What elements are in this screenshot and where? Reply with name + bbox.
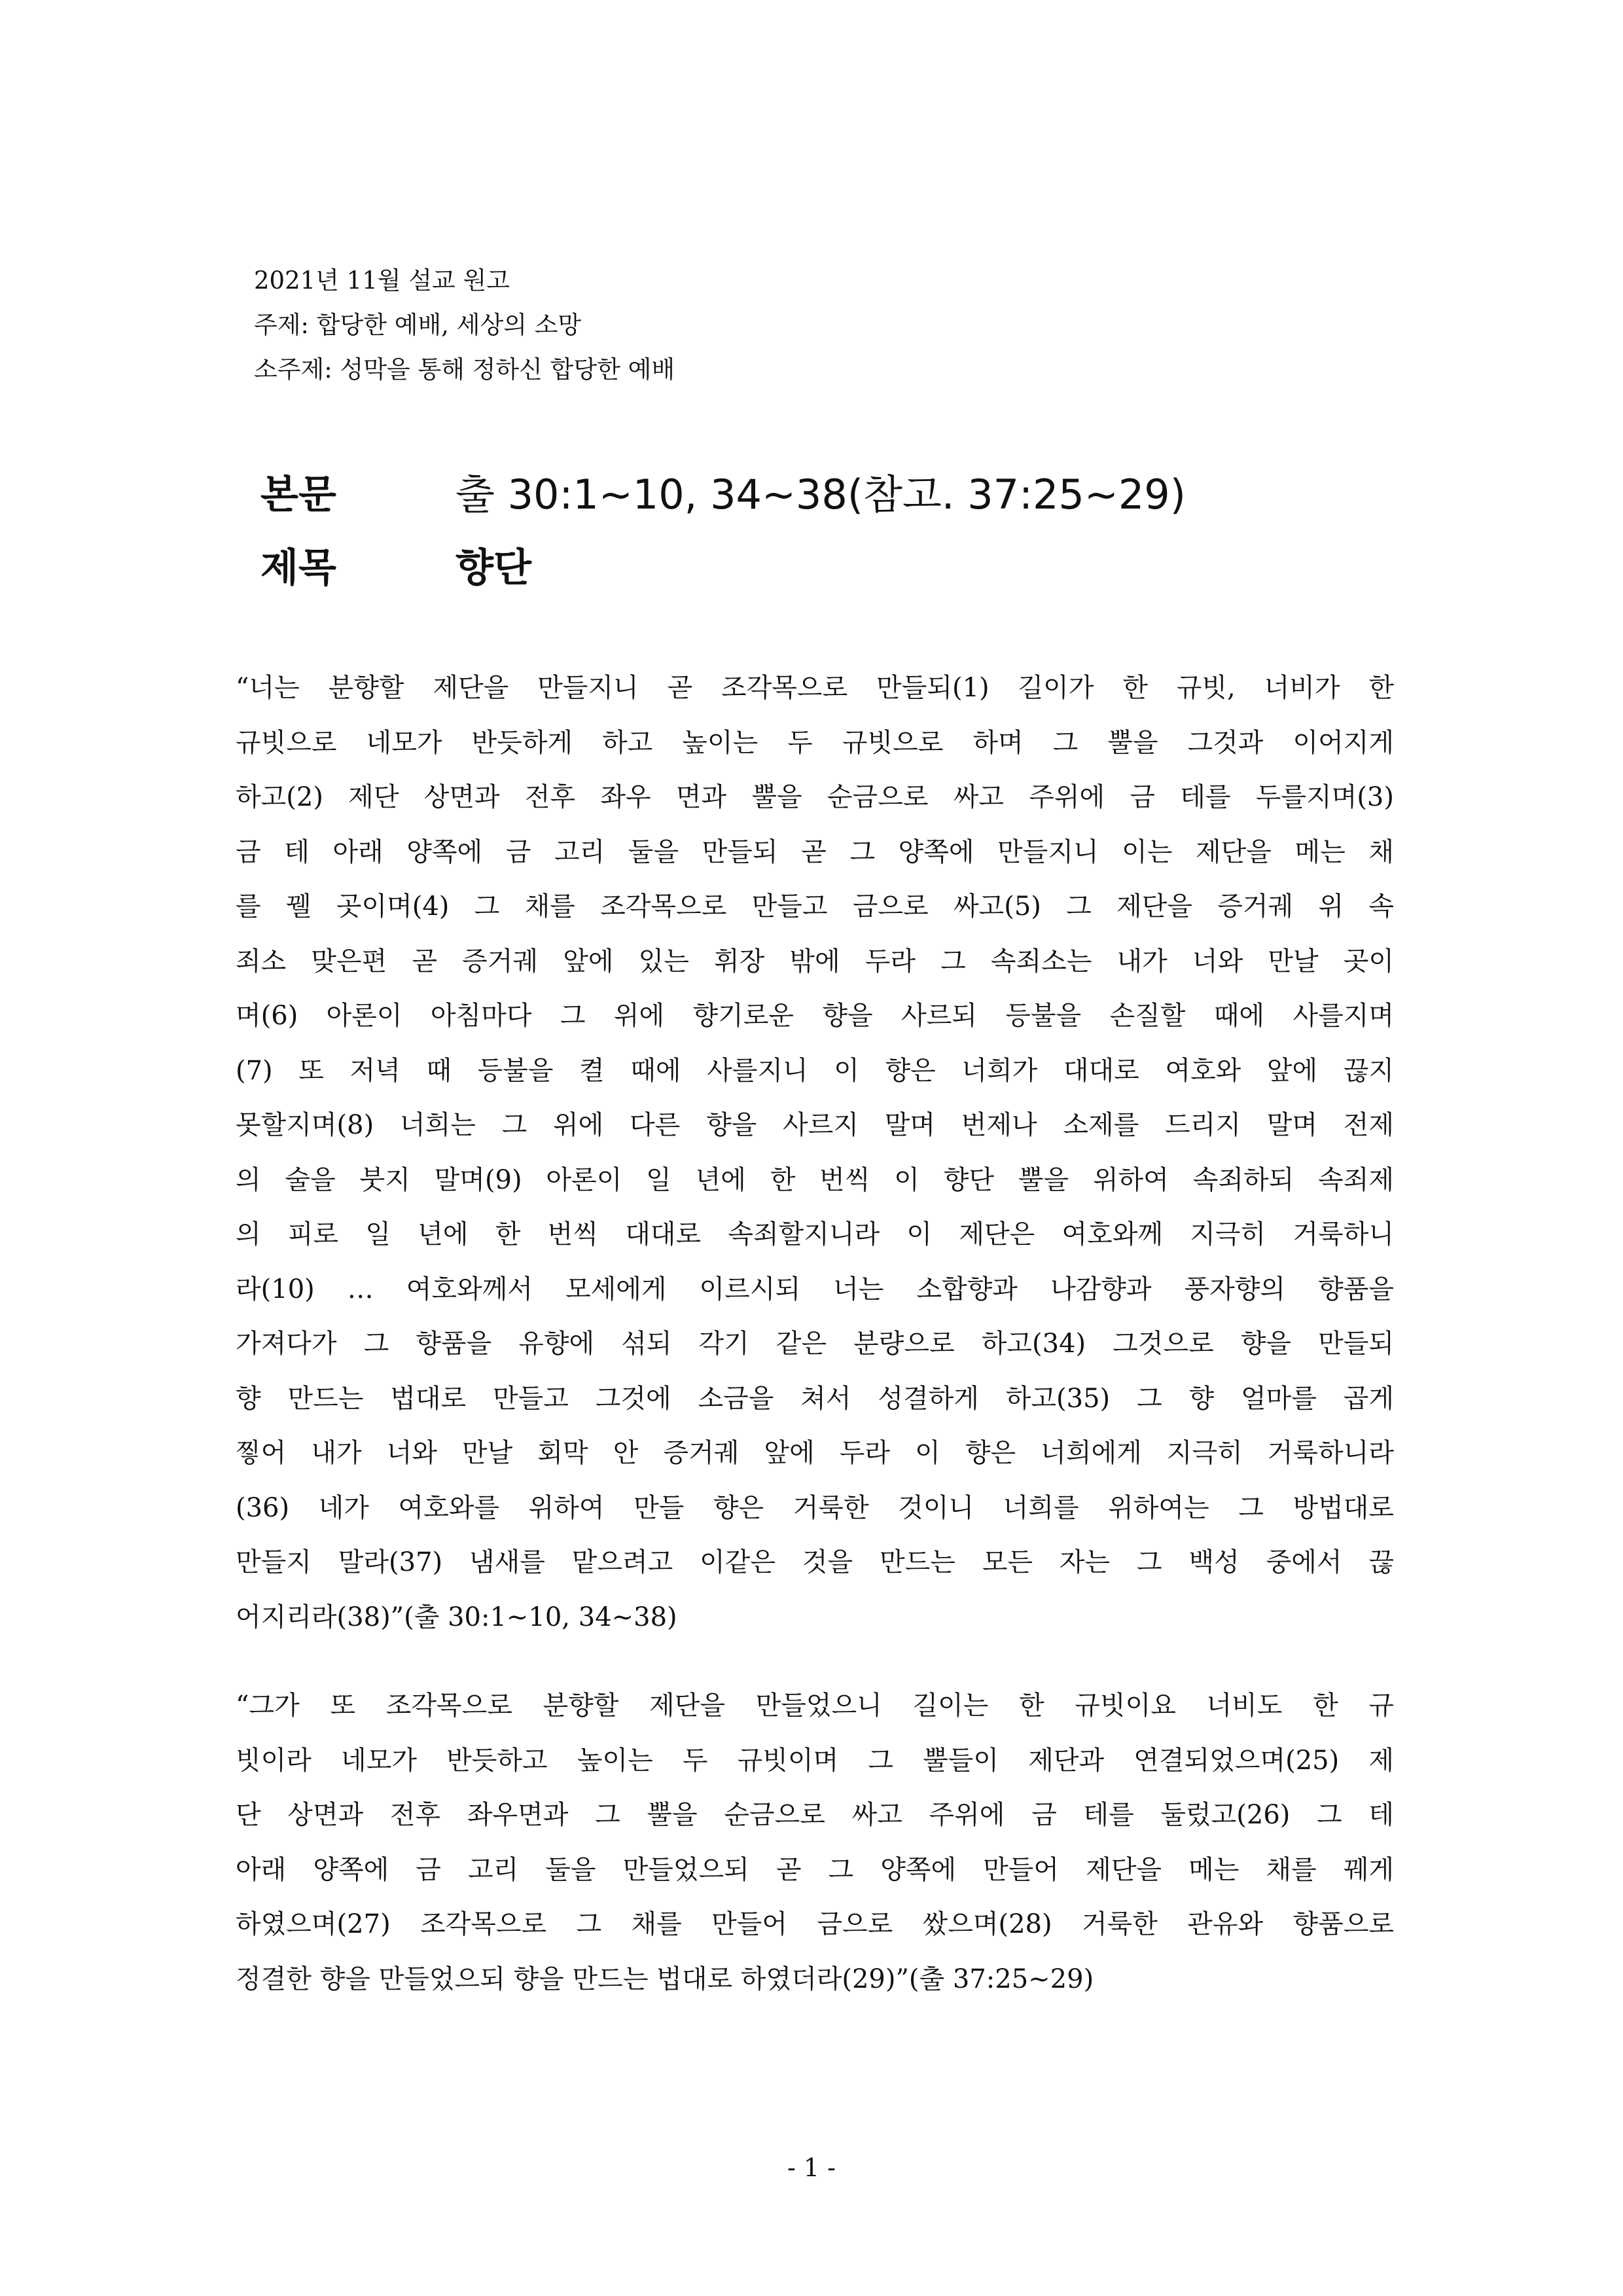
passage-line: 며(6) 아론이 아침마다 그 위에 향기로운 향을 사르되 등불을 손질할 때에 사를지며: [236, 1001, 1394, 1031]
passage-line: (7) 또 저녁 때 등불을 켤 때에 사를지니 이 향은 너희가 대대로 여호와 앞에 끊지: [236, 1055, 1394, 1086]
passage-line: 하였으며(27) 조각목으로 그 채를 만들어 금으로 쌌으며(28) 거룩한 관유와 향품으로: [236, 1909, 1394, 1939]
passage-line: 의 술을 붓지 말며(9) 아론이 일 년에 한 번씩 이 향단 뿔을 위하여 속죄하되 속죄제: [236, 1164, 1394, 1195]
scripture-passage-2: [236, 1679, 1394, 2007]
passage-line: 규빗으로 네모가 반듯하게 하고 높이는 두 규빗으로 하며 그 뿔을 그것과 이어지게: [236, 727, 1394, 758]
theme-line: 주제: 합당한 예배, 세상의 소망: [254, 311, 582, 339]
scripture-label: 본문: [260, 472, 336, 518]
passage-line: (36) 네가 여호와를 위하여 만들 향은 거룩한 것이니 너희를 위하여는 그 방법대로: [236, 1492, 1394, 1523]
scripture-reference: 출 30:1~10, 34~38(참고. 37:25~29): [455, 471, 1186, 518]
passage-line: 가져다가 그 향품을 유향에 섞되 각기 같은 분량으로 하고(34) 그것으로 향을 만들되: [236, 1329, 1394, 1359]
passage-line: 못할지며(8) 너희는 그 위에 다른 향을 사르지 말며 번제나 소제를 드리지 말며 전제: [236, 1110, 1394, 1140]
scripture-passage-1: [236, 661, 1394, 1645]
passage-line: “그가 또 조각목으로 분향할 제단을 만들었으니 길이는 한 규빗이요 너비도 한 규: [236, 1691, 1394, 1721]
sermon-meta: [254, 259, 675, 392]
passage-line: 만들지 말라(37) 냄새를 맡으려고 이같은 것을 만드는 모든 자는 그 백성 중에서 끊: [236, 1547, 1394, 1577]
page-number: - 1 -: [787, 2153, 836, 2182]
heading-block: [260, 458, 1186, 605]
passage-line: 의 피로 일 년에 한 번씩 대대로 속죄할지니라 이 제단은 여호와께 지극히 거룩하니: [236, 1219, 1394, 1249]
title-label: 제목: [260, 545, 336, 591]
sermon-title: 향단: [455, 545, 531, 591]
passage-line: 라(10) … 여호와께서 모세에게 이르시되 너는 소합향과 나감향과 풍자향의 향품을: [236, 1274, 1394, 1304]
passage-line: 단 상면과 전후 좌우면과 그 뿔을 순금으로 싸고 주위에 금 테를 둘렀고(26) 그 테: [236, 1800, 1394, 1830]
passage-line: 찧어 내가 너와 만날 회막 안 증거궤 앞에 두라 이 향은 너희에게 지극히 거룩하니라: [236, 1438, 1394, 1468]
passage-line: 죄소 맞은편 곧 증거궤 앞에 있는 휘장 밖에 두라 그 속죄소는 내가 너와 만날 곳이: [236, 946, 1394, 977]
passage-line: 빗이라 네모가 반듯하고 높이는 두 규빗이며 그 뿔들이 제단과 연결되었으며(25) 제: [236, 1745, 1394, 1776]
passage-line: 어지리라(38)”(출 30:1~10, 34~38): [236, 1602, 677, 1632]
scripture-heading: [260, 458, 1186, 531]
passage-line: 정결한 향을 만들었으되 향을 만드는 법대로 하였더라(29)”(출 37:25~29): [236, 1964, 1094, 1994]
passage-line: 를 꿸 곳이며(4) 그 채를 조각목으로 만들고 금으로 싸고(5) 그 제단을 증거궤 위 속: [236, 891, 1394, 922]
passage-line: 향 만드는 법대로 만들고 그것에 소금을 쳐서 성결하게 하고(35) 그 향 얼마를 곱게: [236, 1383, 1394, 1414]
title-heading: [260, 531, 1186, 605]
date-line: 2021년 11월 설교 원고: [254, 266, 510, 295]
passage-line: “너는 분향할 제단을 만들지니 곧 조각목으로 만들되(1) 길이가 한 규빗, 너비가 한: [236, 673, 1394, 703]
passage-line: 아래 양쪽에 금 고리 둘을 만들었으되 곧 그 양쪽에 만들어 제단을 메는 채를 꿰게: [236, 1854, 1394, 1885]
passage-line: 금 테 아래 양쪽에 금 고리 둘을 만들되 곧 그 양쪽에 만들지니 이는 제단을 메는 채: [236, 836, 1394, 867]
subtheme-line: 소주제: 성막을 통해 정하신 합당한 예배: [254, 355, 675, 384]
passage-line: 하고(2) 제단 상면과 전후 좌우 면과 뿔을 순금으로 싸고 주위에 금 테를 두를지며(3): [236, 782, 1394, 812]
